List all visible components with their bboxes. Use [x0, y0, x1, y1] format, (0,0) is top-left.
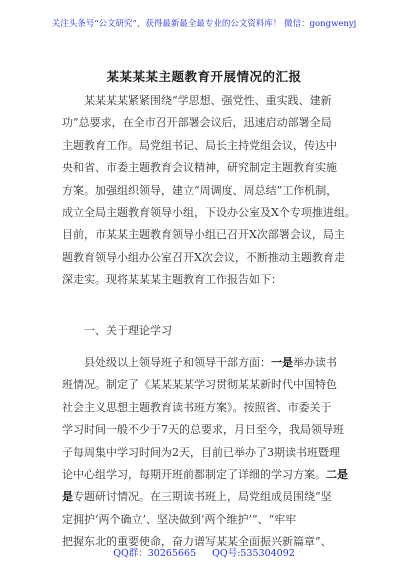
- intro-line: 深走实。现将某某某主题教育工作报告如下：: [62, 273, 282, 287]
- intro-line: 题教育领导小组办公室召开X次会议，不断推动主题教育走: [62, 250, 345, 264]
- body-text: 举办读书: [293, 356, 337, 369]
- body-line: 社会主义思想主题教育读书班方案》。按照省、市委关于: [62, 400, 332, 414]
- body-text: 县处级以上领导班子和领导干部方面：: [84, 356, 271, 369]
- body-line: 定拥护‘两个确立’、坚决做到‘两个维护’”、“牢牢: [62, 512, 297, 526]
- intro-line: 某某某某紧紧围绕“学思想、强党性、重实践、建新: [84, 94, 332, 107]
- emphasis-text: 一是: [271, 356, 293, 369]
- intro-line: 功”总要求，在全市召开部署会议后，迅速启动部署全局: [62, 116, 332, 130]
- footer-qq-group: QQ群：30265665: [113, 548, 197, 559]
- body-line: [62, 464, 362, 486]
- intro-line: 目前，市某某主题教育领导小组已召开X次部署会议，局主: [62, 228, 345, 242]
- intro-line: 主题教育工作。局党组书记、局长主持党组会议，传达中: [62, 138, 337, 152]
- body-line: 学习时间一般不少于7天的总要求，月日至今，我局领导班: [62, 423, 344, 437]
- section-heading: 一、关于理论学习: [84, 324, 172, 337]
- body-paragraph: [62, 352, 362, 554]
- footer-qq-number: QQ号:535304092: [212, 548, 295, 559]
- intro-line: 央和省、市委主题教育会议精神，研究制定主题教育实施: [62, 161, 337, 175]
- emphasis-text: 二是: [326, 467, 348, 481]
- footer-contact: [0, 545, 408, 559]
- document-title: 某某某某主题教育开展情况的汇报: [106, 69, 302, 84]
- body-line: 班情况。制定了《某某某某学习贯彻某某新时代中国特色: [62, 378, 337, 392]
- intro-line: 方案。加强组织领导，建立“周调度、周总结”工作机制，: [62, 183, 338, 197]
- header-promo-note: 关注头条号“公文研究”，获得最新最全最专业的公文资料库！ 微信：gongwenyj: [51, 19, 357, 29]
- emphasis-text: 是: [62, 490, 73, 504]
- intro-line: 成立全局主题教育领导小组，下设办公室及X个专项推进组。: [62, 205, 356, 219]
- body-line: 把握东北的重要使命，奋力谱写某某全面振兴新篇章”、: [62, 535, 332, 549]
- body-line: [62, 352, 362, 374]
- body-line: 子每周集中学习时间为2天，目前已举办了3期读书班暨理: [62, 445, 340, 459]
- body-line: [62, 486, 362, 508]
- intro-paragraph: [62, 90, 362, 292]
- body-text: 论中心组学习，每期开班前都制定了详细的学习方案。: [62, 467, 326, 481]
- body-text: 专题研讨情况。在三期读书班上，局党组成员围绕“坚: [73, 490, 332, 504]
